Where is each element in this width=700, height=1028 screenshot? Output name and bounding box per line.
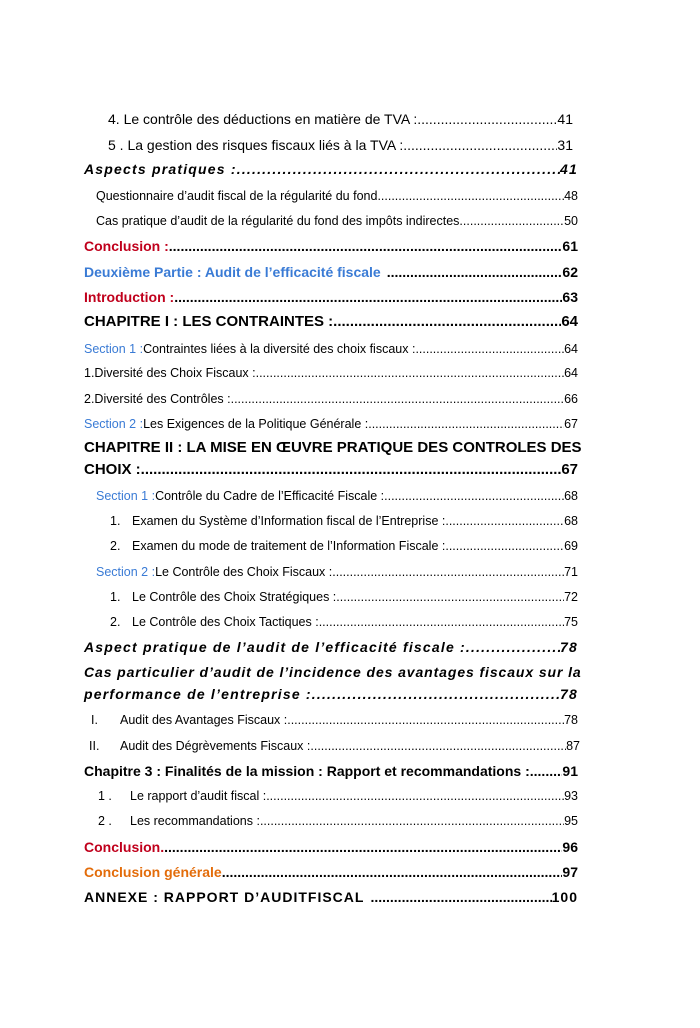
toc-entry-chapter: CHOIX : ..... 67 <box>84 461 578 479</box>
toc-entry: 2.Diversité des Contrôles : ..... 66 <box>84 390 578 408</box>
toc-entry-section-heading: performance de l’entreprise : ..... 78 <box>84 685 578 703</box>
toc-entry-section-heading-line1: Cas particulier d’audit de l’incidence des avantages fiscaux sur la <box>84 664 582 680</box>
toc-entry-chapter-line1: CHAPITRE II : LA MISE EN ŒUVRE PRATIQUE DES CONTROLES DES <box>84 439 582 456</box>
toc-entry-part-heading: Deuxième Partie : Audit de l’efficacité fiscale ..... 62 <box>84 263 578 281</box>
toc-entry: Cas pratique d’audit de la régularité du fond des impôts indirectes ..... 50 <box>96 212 578 230</box>
toc-entry: 1. Examen du Système d’Information fiscal de l’Entreprise : ..... 68 <box>110 512 578 530</box>
toc-entry: 2. Examen du mode de traitement de l’Information Fiscale : ..... 69 <box>110 537 578 555</box>
toc-entry: 2 . Les recommandations : ..... 95 <box>98 812 578 830</box>
toc-entry-annex: ANNEXE : RAPPORT D’AUDITFISCAL ..... 100 <box>84 888 578 906</box>
toc-entry-section: Section 1 : Contrôle du Cadre de l’Efficacité Fiscale : ..... 68 <box>96 487 578 505</box>
toc-entry-section-heading: Aspects pratiques : ..... 41 <box>84 160 578 178</box>
toc-entry-general-conclusion: Conclusion générale ..... 97 <box>84 863 578 881</box>
toc-entry: 1.Diversité des Choix Fiscaux : ..... 64 <box>84 364 578 382</box>
toc-entry-conclusion: Conclusion. ..... 96 <box>84 838 578 856</box>
toc-entry: 4. Le contrôle des déductions en matière de TVA : ..... 41 <box>108 110 573 128</box>
toc-entry-section: Section 2 : Les Exigences de la Politique Générale : ..... 67 <box>84 415 578 433</box>
toc-entry: Questionnaire d’audit fiscal de la régularité du fond ..... 48 <box>96 187 578 205</box>
toc-entry-introduction: Introduction : ..... 63 <box>84 288 578 306</box>
toc-entry-chapter: Chapitre 3 : Finalités de la mission : Rapport et recommandations : ..... 91 <box>84 762 578 780</box>
toc-entry: 1. Le Contrôle des Choix Stratégiques : ..... 72 <box>110 588 578 606</box>
toc-entry: 2. Le Contrôle des Choix Tactiques : ..... 75 <box>110 613 578 631</box>
toc-entry-conclusion: Conclusion : ..... 61 <box>84 237 578 255</box>
toc-entry: I. Audit des Avantages Fiscaux : ..... 78 <box>91 711 578 729</box>
toc-entry: II. Audit des Dégrèvements Fiscaux : ..... 87 <box>89 737 580 755</box>
toc-entry: 1 . Le rapport d’audit fiscal : ..... 93 <box>98 787 578 805</box>
toc-entry-section-heading: Aspect pratique de l’audit de l’efficacité fiscale : ..... 78 <box>84 638 578 656</box>
toc-entry-section: Section 2 : Le Contrôle des Choix Fiscaux : ..... 71 <box>96 563 578 581</box>
toc-entry-section: Section 1 : Contraintes liées à la diversité des choix fiscaux : ..... 64 <box>84 340 578 358</box>
toc-entry-chapter: CHAPITRE I : LES CONTRAINTES : ..... 64 <box>84 313 578 331</box>
toc-entry: 5 . La gestion des risques fiscaux liés à la TVA : ..... 31 <box>108 136 573 154</box>
